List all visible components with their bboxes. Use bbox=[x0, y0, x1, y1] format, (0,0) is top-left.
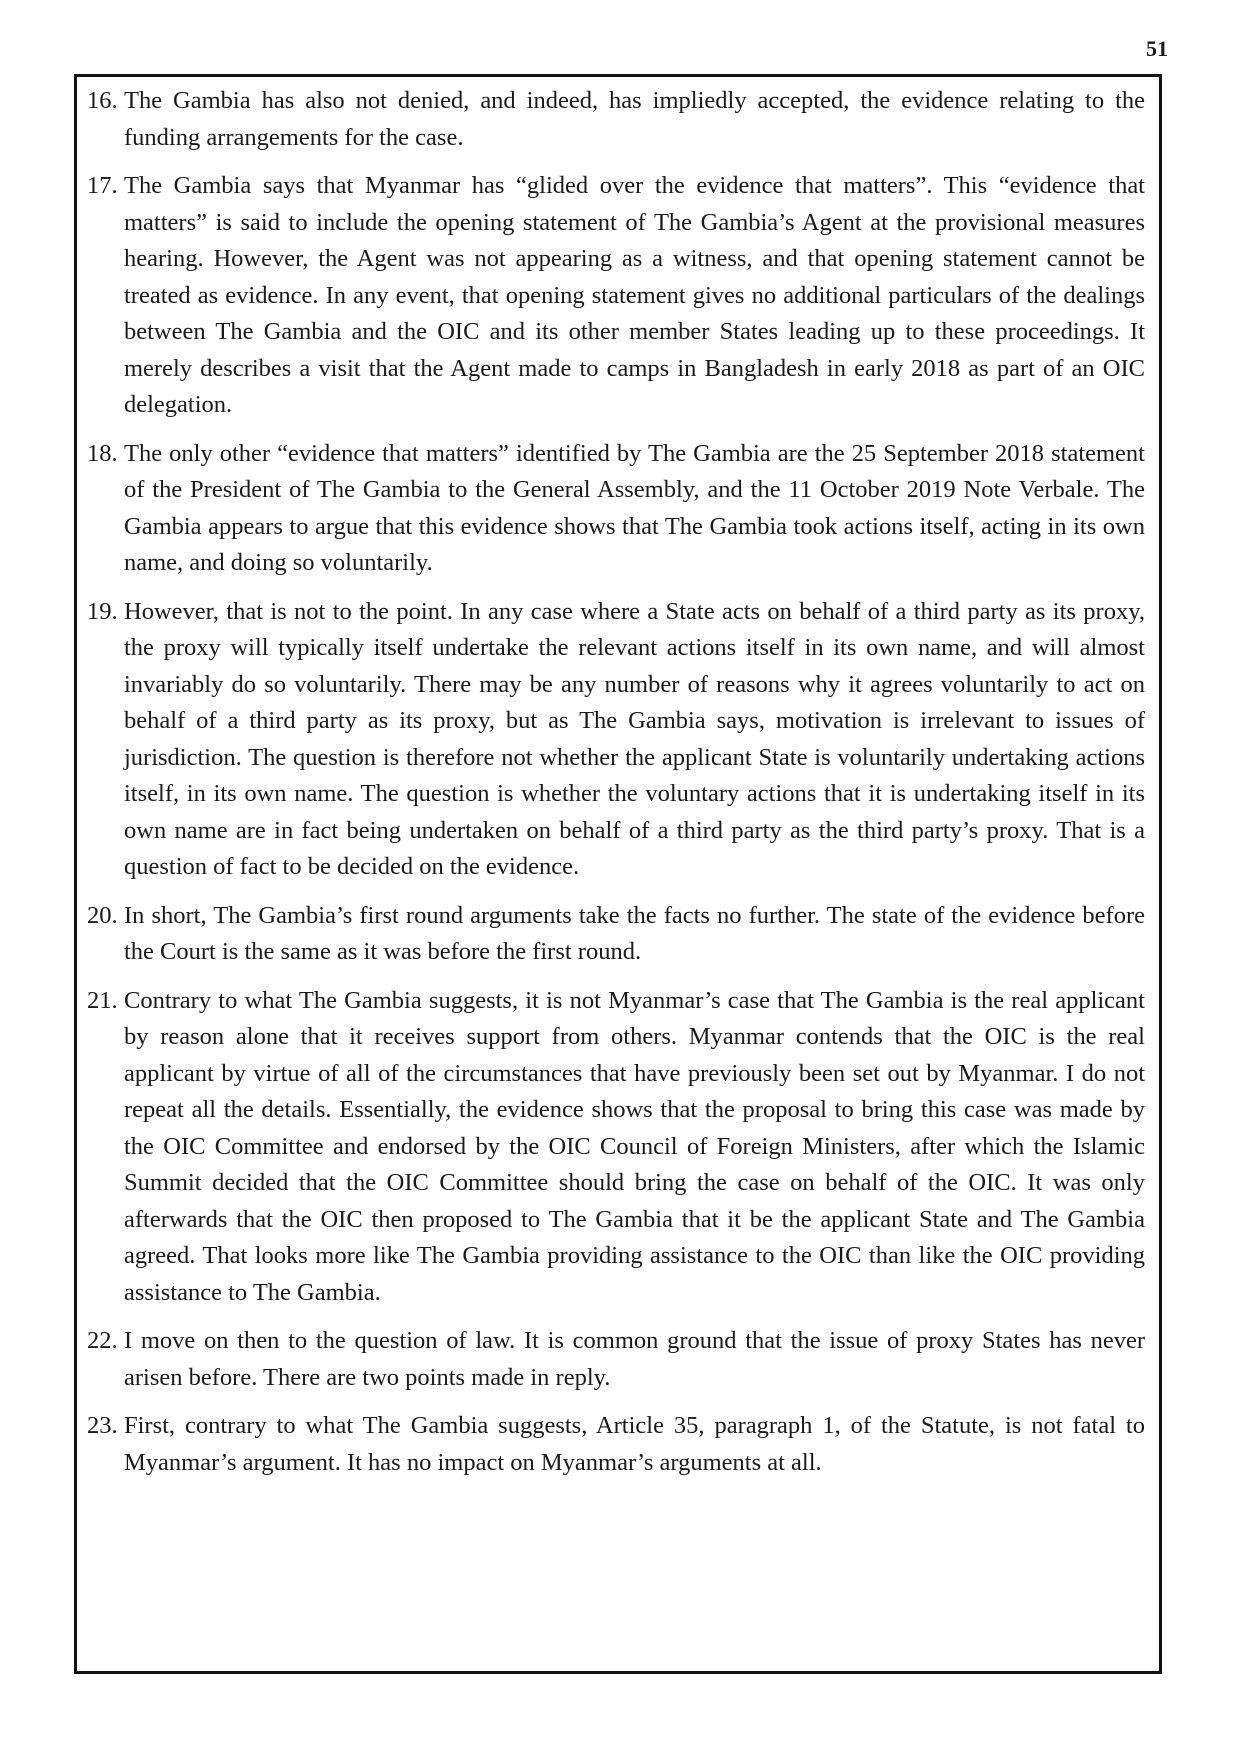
paragraph-text: The Gambia says that Myanmar has “glided over the evidence that matters”. This “evidence that matters” is said to include the opening statement of The Gambia’s Agent at the provisional measures hearing. However, the Agent was not appearing as a witness, and that opening statement cannot be treated as evidence. In any event, that opening statement gives no additional particulars of the dealings between The Gambia and the OIC and its other member States leading up to these proceedings. It merely describes a visit that the Agent made to camps in Bangladesh in early 2018 as part of an OIC delegation. bbox=[124, 172, 1145, 418]
paragraph-number: 21. bbox=[87, 986, 118, 1014]
paragraph-text: In short, The Gambia’s first round arguments take the facts no further. The state of the evidence before the Court is the same as it was before the first round. bbox=[124, 901, 1145, 965]
paragraph-number: 16. bbox=[87, 87, 118, 114]
paragraph-list bbox=[87, 83, 1145, 1481]
paragraph-text: However, that is not to the point. In any case where a State acts on behalf of a third party as its proxy, the proxy will typically itself undertake the relevant actions itself in its own name, and will almost invariably do so voluntarily. There may be any number of reasons why it agrees voluntarily to act on behalf of a third party as its proxy, but as The Gambia says, motivation is irrelevant to issues of jurisdiction. The question is therefore not whether the applicant State is voluntarily undertaking actions itself, in its own name. The question is whether the voluntary actions that it is undertaking itself in its own name are in fact being undertaken on behalf of a third party as the third party’s proxy. That is a question of fact to be decided on the evidence. bbox=[124, 597, 1145, 880]
paragraph-22 bbox=[87, 1323, 1145, 1396]
paragraph-text: First, contrary to what The Gambia suggests, Article 35, paragraph 1, of the Statute, is not fatal to Myanmar’s argument. It has no impact on Myanmar’s arguments at all. bbox=[124, 1412, 1145, 1476]
paragraph-21 bbox=[87, 983, 1145, 1312]
page-number: 51 bbox=[1146, 36, 1168, 61]
paragraph-19 bbox=[87, 594, 1145, 886]
paragraph-text: Contrary to what The Gambia suggests, it is not Myanmar’s case that The Gambia is the real applicant by reason alone that it receives support from others. Myanmar contends that the OIC is the real applicant by virtue of all of the circumstances that have previously been set out by Myanmar. I do not repeat all the details. Essentially, the evidence shows that the proposal to bring this case was made by the OIC Committee and endorsed by the OIC Council of Foreign Ministers, after which the Islamic Summit decided that the OIC Committee should bring the case on behalf of the OIC. It was only afterwards that the OIC then proposed to The Gambia that it be the applicant State and The Gambia agreed. That looks more like The Gambia providing assistance to the OIC than like the OIC providing assistance to The Gambia. bbox=[124, 986, 1145, 1306]
paragraph-20 bbox=[87, 898, 1145, 971]
paragraph-number: 20. bbox=[87, 901, 118, 929]
paragraph-number: 23. bbox=[87, 1412, 118, 1439]
text-frame bbox=[74, 74, 1162, 1674]
paragraph-number: 19. bbox=[87, 597, 118, 625]
paragraph-17 bbox=[87, 168, 1145, 424]
paragraph-text: I move on then to the question of law. It is common ground that the issue of proxy States has never arisen before. There are two points made in reply. bbox=[124, 1327, 1145, 1391]
paragraph-18 bbox=[87, 436, 1145, 582]
paragraph-16 bbox=[87, 83, 1145, 156]
paragraph-number: 22. bbox=[87, 1327, 118, 1354]
paragraph-text: The only other “evidence that matters” identified by The Gambia are the 25 September 2018 statement of the President of The Gambia to the General Assembly, and the 11 October 2019 Note Verbale. The Gambia appears to argue that this evidence shows that The Gambia took actions itself, acting in its own name, and doing so voluntarily. bbox=[124, 439, 1145, 576]
paragraph-23 bbox=[87, 1408, 1145, 1481]
paragraph-number: 18. bbox=[87, 439, 118, 467]
paragraph-number: 17. bbox=[87, 172, 118, 199]
paragraph-text: The Gambia has also not denied, and indeed, has impliedly accepted, the evidence relating to the funding arrangements for the case. bbox=[124, 87, 1145, 151]
